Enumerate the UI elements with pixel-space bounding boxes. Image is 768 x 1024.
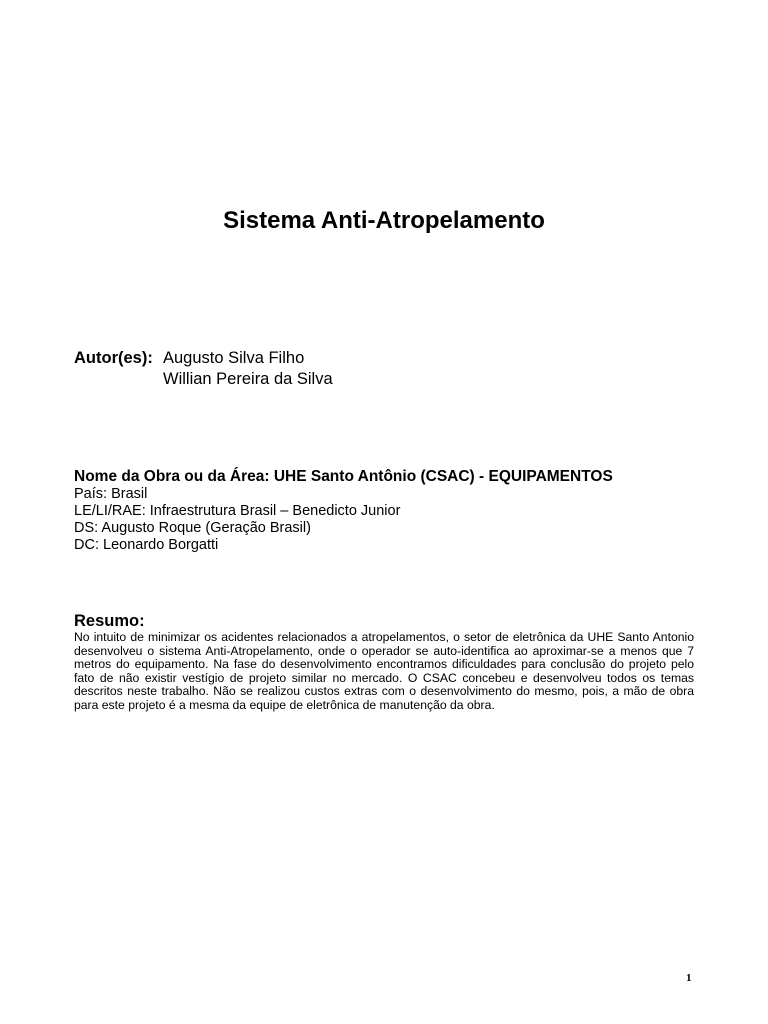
project-le-li-rae: LE/LI/RAE: Infraestrutura Brasil – Benedicto Junior bbox=[74, 503, 401, 519]
page-number: 1 bbox=[686, 972, 692, 984]
authors-label: Autor(es): bbox=[74, 349, 153, 367]
project-heading: Nome da Obra ou da Área: UHE Santo Antônio (CSAC) - EQUIPAMENTOS bbox=[74, 468, 613, 485]
author-name-2: Willian Pereira da Silva bbox=[163, 370, 333, 388]
project-ds: DS: Augusto Roque (Geração Brasil) bbox=[74, 520, 311, 536]
document-title: Sistema Anti-Atropelamento bbox=[223, 207, 545, 234]
project-country: País: Brasil bbox=[74, 486, 148, 502]
abstract-section bbox=[74, 611, 694, 713]
abstract-heading: Resumo: bbox=[74, 612, 145, 630]
authors-block bbox=[74, 348, 333, 390]
author-row-1 bbox=[74, 348, 333, 369]
project-info-block bbox=[74, 467, 694, 554]
author-name-1: Augusto Silva Filho bbox=[163, 349, 305, 367]
abstract-text: No intuito de minimizar os acidentes relacionados a atropelamentos, o setor de eletrônica da UHE Santo Antonio desenvolveu o sistema Anti-Atropelamento, onde o operador se auto-identifica ao aproximar-se a menos que 7 metros do equipamento. Na fase do desenvolvimento encontramos dificuldades para conclusão do projeto pelo fato de não existir vestígio de projeto similar no mercado. O CSAC concebeu e desenvolveu todos os temas descritos neste trabalho. Não se realizou custos extras com o desenvolvimento do mesmo, pois, a mão de obra para este projeto é a mesma da equipe de eletrônica de manutenção da obra. bbox=[74, 630, 694, 712]
project-dc: DC: Leonardo Borgatti bbox=[74, 537, 219, 553]
